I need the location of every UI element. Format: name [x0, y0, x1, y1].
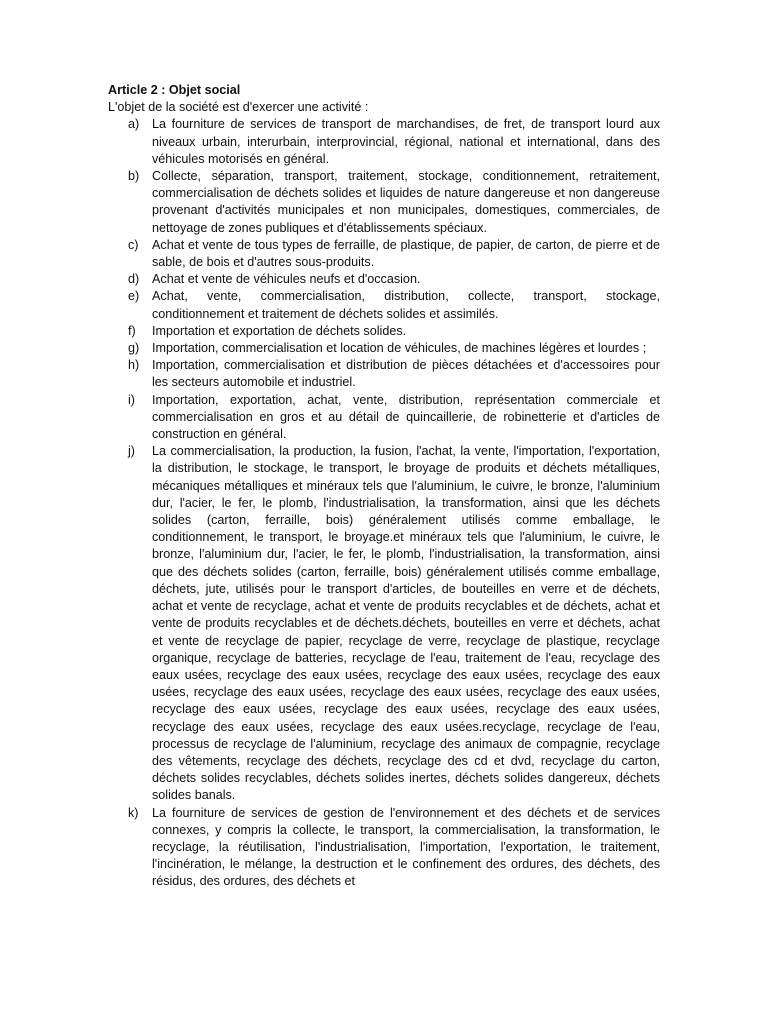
list-item-text: Importation, commercialisation et distribution de pièces détachées et d'accessoires pour les secteurs automobile et industriel. — [152, 358, 660, 390]
list-item — [108, 357, 660, 391]
list-marker: b) — [128, 169, 140, 184]
list-item-text: La fourniture de services de gestion de l'environnement et des déchets et de services connexes, y compris la collecte, le transport, la commercialisation, la transformation, le recyclage, la réutilisation, l'industrialisation, l'importation, l'exportation, le traitement, l'incinération, le mélange, la destruction et le confinement des ordures, des déchets, des résidus, des ordures, des déchets et — [152, 805, 660, 889]
document-page — [108, 82, 660, 891]
list-item-text: Collecte, séparation, transport, traitement, stockage, conditionnement, retraitement, commercialisation de déchets solides et liquides de nature dangereuse et non dangereuse provenant d'activités municipales et non municipales, domestiques, commerciales, de nettoyage de zones publiques et d'établissements spéciaux. — [152, 169, 660, 235]
list-item-text: Achat et vente de véhicules neufs et d'occasion. — [152, 272, 421, 287]
list-marker: c) — [128, 237, 139, 252]
list-item-text: Importation, commercialisation et location de véhicules, de machines légères et lourdes ; — [152, 341, 647, 356]
list-marker: h) — [128, 358, 140, 373]
list-marker: e) — [128, 289, 140, 304]
list-item — [108, 392, 660, 444]
list-item-text: Achat et vente de tous types de ferraille, de plastique, de papier, de carton, de pierre et de sable, de bois et d'autres sous-produits. — [152, 237, 660, 270]
list-item — [108, 271, 660, 288]
list-item-text: La fourniture de services de transport de marchandises, de fret, de transport lourd aux niveaux urbain, interurbain, interprovincial, régional, national et international, dans des véhicules motorisés en général. — [152, 117, 660, 166]
list-item-text: Achat, vente, commercialisation, distribution, collecte, transport, stockage, conditionnement et traitement de déchets solides et assimilés. — [152, 289, 660, 321]
list-item — [108, 323, 660, 340]
list-item — [108, 340, 660, 357]
list-marker: f) — [128, 323, 136, 338]
article-heading: Article 2 : Objet social — [108, 83, 241, 97]
list-marker: g) — [128, 341, 140, 356]
list-item-text: Importation, exportation, achat, vente, distribution, représentation commerciale et commercialisation en gros et au détail de quincaillerie, de robinetterie et d'articles de construction en général. — [152, 392, 660, 442]
list-item — [108, 116, 660, 168]
list-marker: d) — [128, 272, 140, 287]
list-marker: k) — [128, 805, 139, 820]
list-marker: i) — [128, 392, 135, 407]
list-item-text: La commercialisation, la production, la fusion, l'achat, la vente, l'importation, l'exportation, la distribution, le stockage, le transport, le broyage de produits et déchets métalliques, mécaniques métalliques et minéraux tels que l'aluminium, le cuivre, le bronze, l'aluminium dur, l'acier, le fer, le plomb, l'industrialisation, la transformation, ainsi que les déchets solides (carton, ferraille, bois) généralement utilisés comme emballage, le conditionnement, le transport, le broyage.et minéraux tels que l'aluminium, le cuivre, le bronze, l'aluminium dur, l'acier, le fer, le plomb, l'industrialisation, la transformation, ainsi que des déchets solides (carton, ferraille, bois) généralement utilisés comme emballage, déchets, jute, utilisés pour le transport d'articles, de bouteilles en verre et de déchets, achat et vente de recyclage, achat et vente de produits recyclables et de déchets, achat et vente de produits recyclables et de déchets.déchets, bouteilles en verre et déchets, achat et vente de recyclage de papier, recyclage de verre, recyclage de plastique, recyclage organique, recyclage de batteries, recyclage de l'eau, traitement de l'eau, recyclage des eaux usées, recyclage des eaux usées, recyclage des eaux usées, recyclage des eaux usées, recyclage des eaux usées, recyclage des eaux usées, recyclage des eaux usées, recyclage des eaux usées, recyclage des eaux usées, recyclage des eaux usées, recyclage des eaux usées, recyclage des eaux usées.recyclage, recyclage de l'eau, processus de recyclage de l'aluminium, recyclage des animaux de compagnie, recyclage des vêtements, recyclage des déchets, recyclage des cd et dvd, recyclage du carton, déchets solides recyclables, déchets solides inertes, déchets solides dangereux, déchets solides banals. — [152, 444, 660, 803]
object-list — [108, 116, 660, 890]
list-item — [108, 288, 660, 322]
list-item — [108, 237, 660, 271]
list-marker: j) — [128, 444, 135, 459]
list-item — [108, 805, 660, 891]
intro-text: L'objet de la société est d'exercer une activité : — [108, 100, 369, 115]
list-item — [108, 443, 660, 804]
list-item-text: Importation et exportation de déchets solides. — [152, 323, 407, 338]
list-item — [108, 168, 660, 237]
list-marker: a) — [128, 117, 140, 132]
